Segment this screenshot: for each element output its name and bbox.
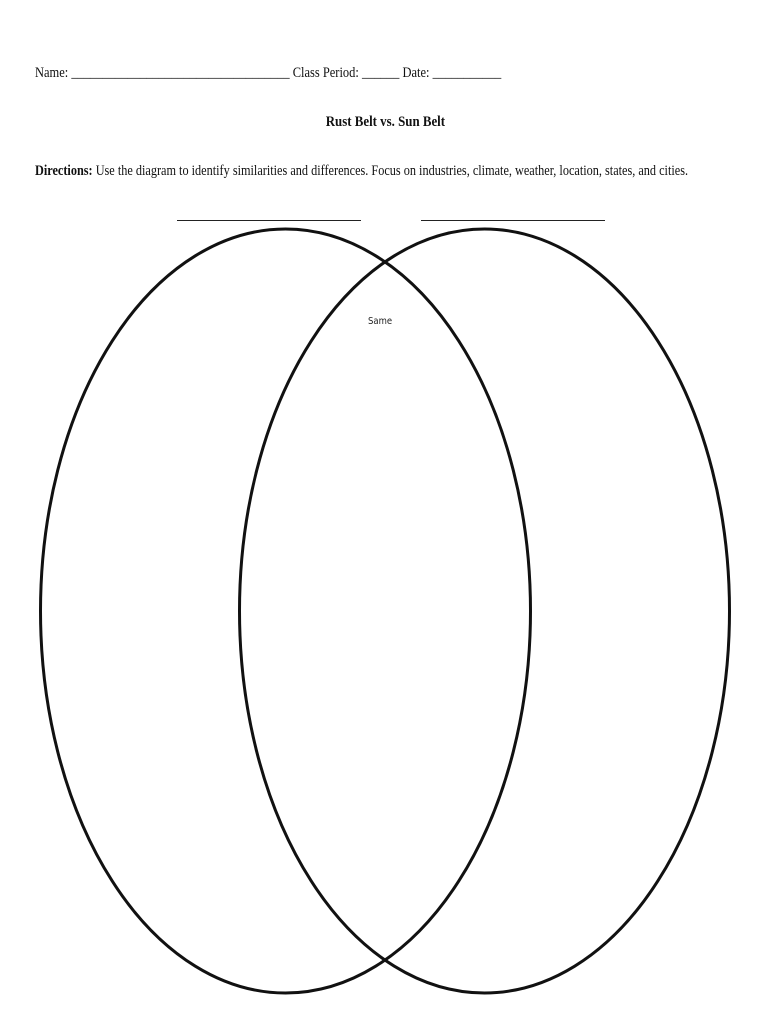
directions-label: Directions:: [35, 163, 93, 179]
directions-text: Use the diagram to identify similarities and differences. Focus on industries, climate, weather, location, states, and cities.: [92, 163, 689, 179]
right-circle: [240, 229, 730, 993]
name-class-date-line: Name: ___________________________________ Class Period: ______ Date: ___________: [35, 65, 502, 81]
title-text: Rust Belt vs. Sun Belt: [325, 114, 445, 130]
left-circle: [41, 229, 531, 993]
same-label: Same: [368, 316, 393, 327]
